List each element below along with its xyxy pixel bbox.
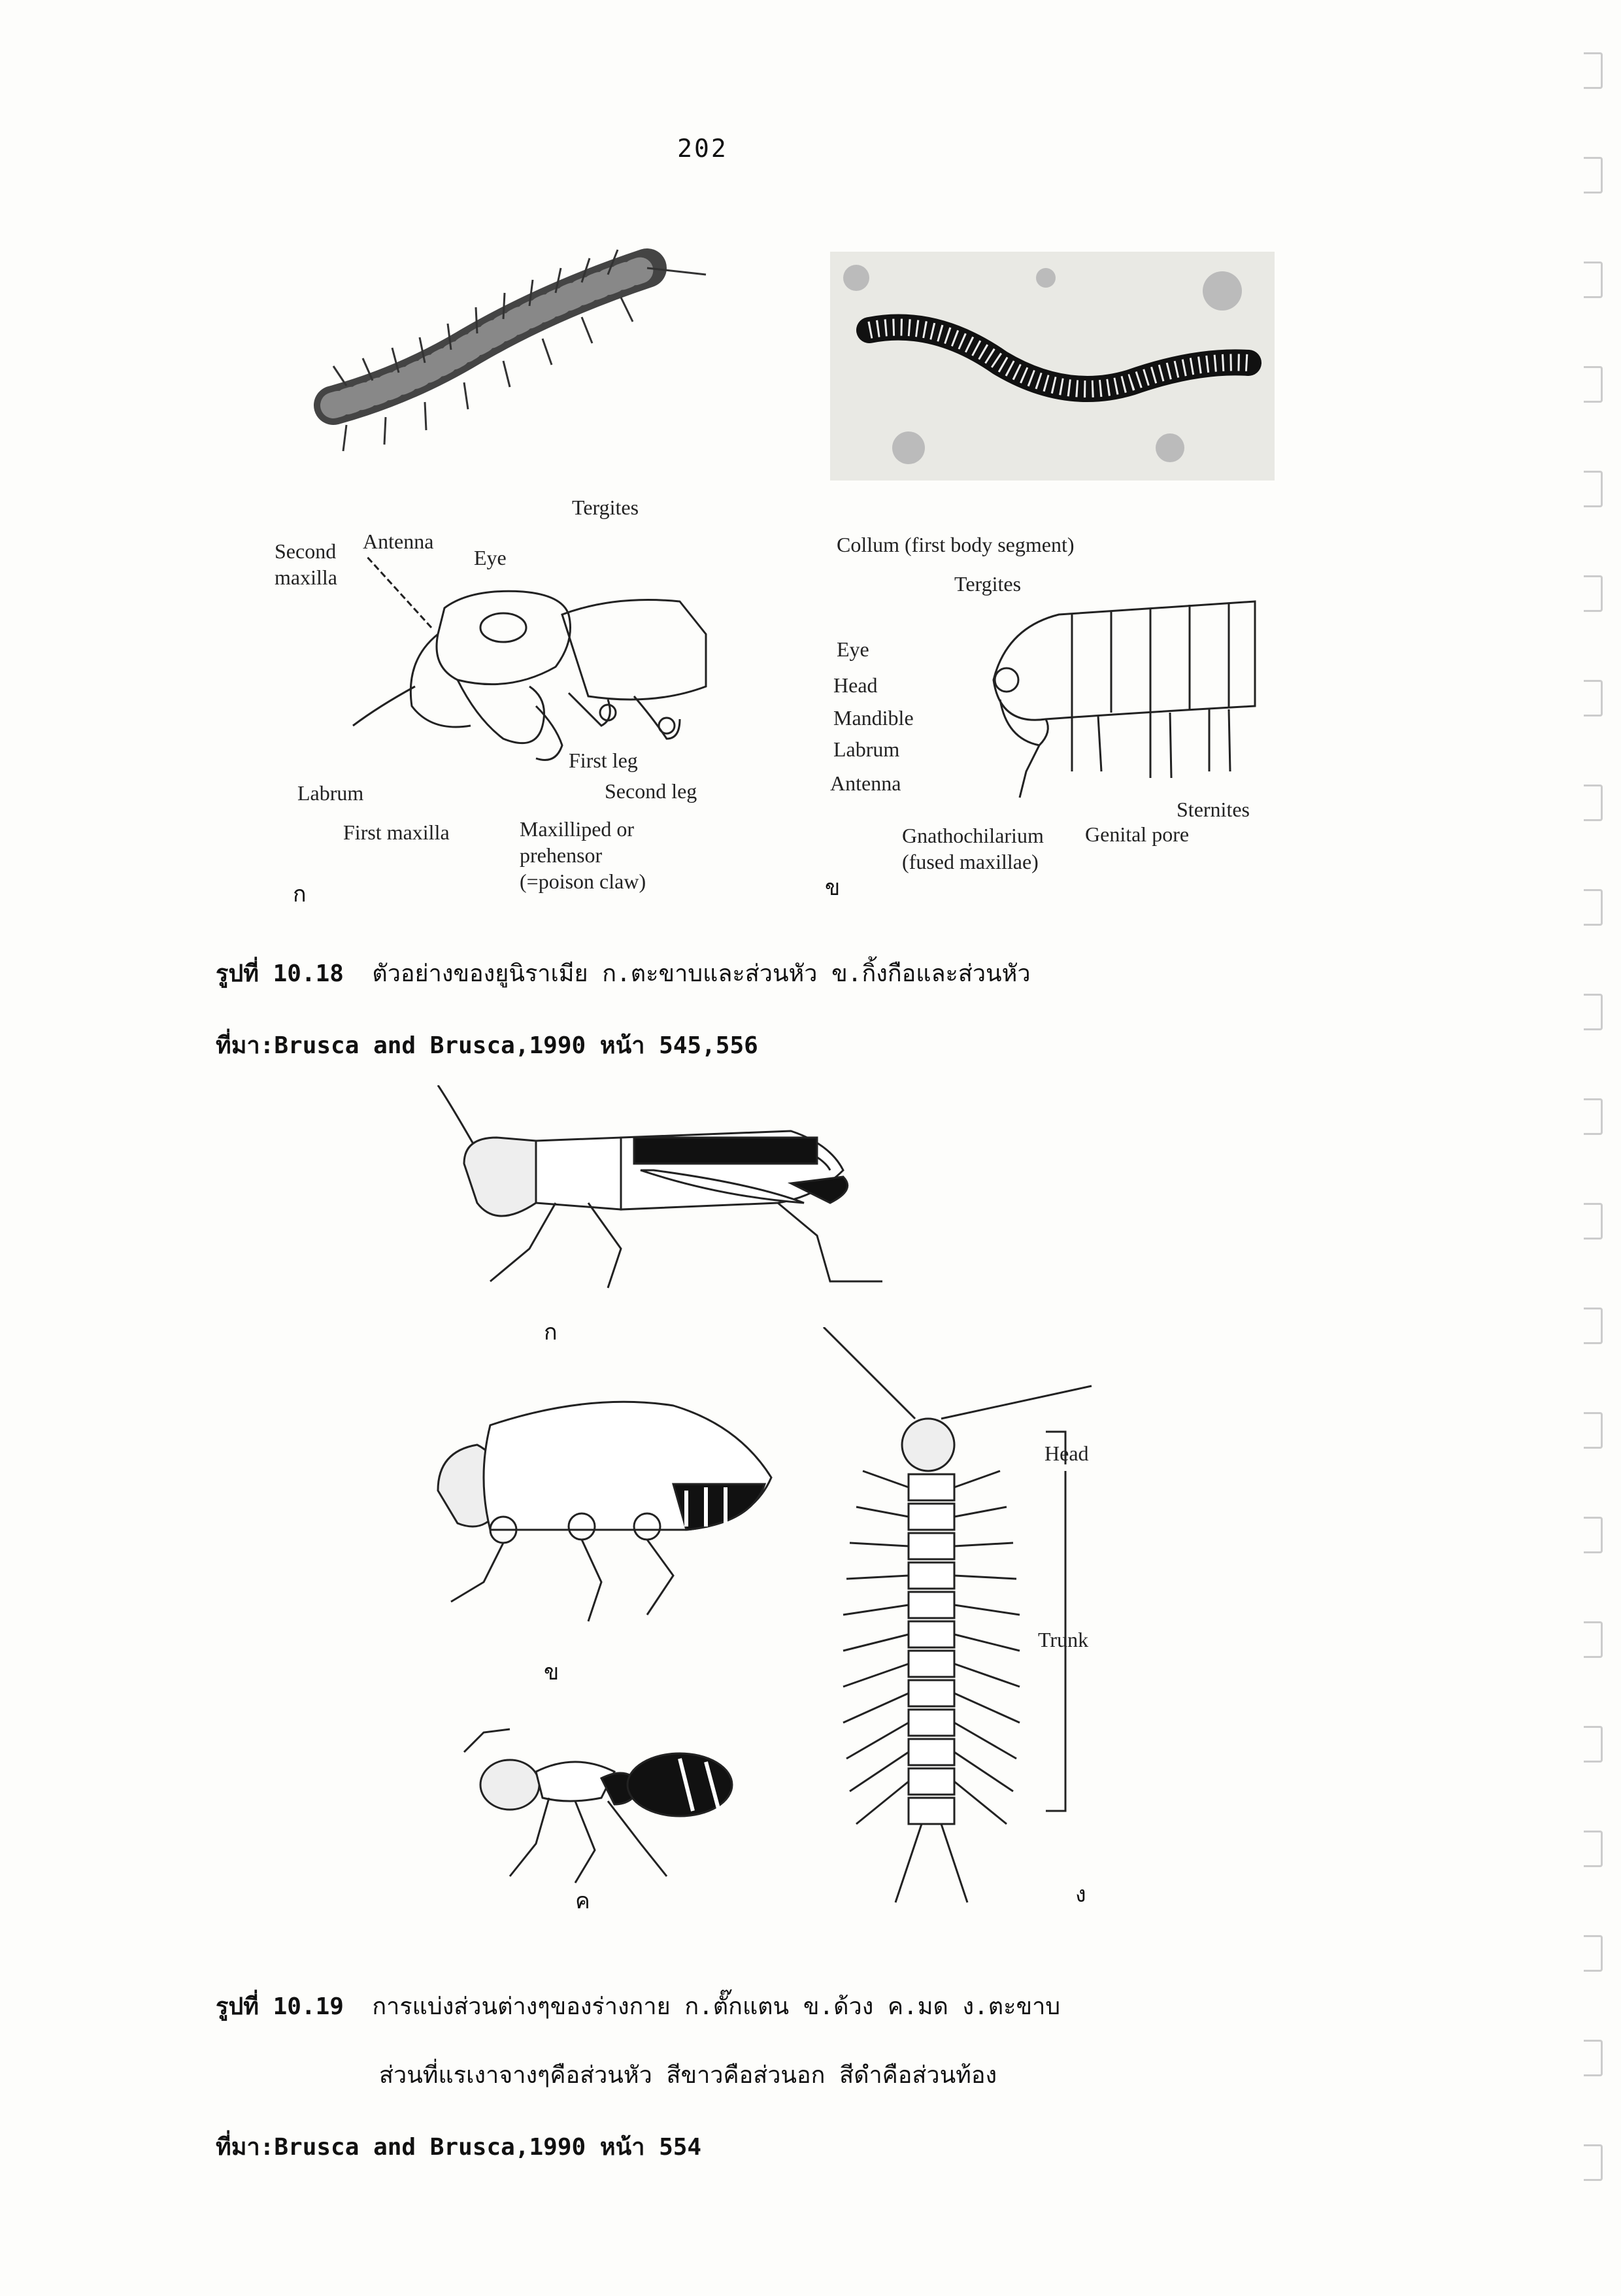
head-trunk-bracket bbox=[1039, 1425, 1078, 1817]
label-mandible: Mandible bbox=[833, 706, 914, 730]
label-trunk-19: Trunk bbox=[1038, 1628, 1089, 1651]
label-maxilliped-2: prehensor bbox=[520, 843, 603, 867]
label-first-leg: First leg bbox=[569, 749, 638, 772]
millipede-photo bbox=[830, 252, 1275, 481]
subfig-a-18: ก bbox=[293, 881, 307, 907]
label-sternites: Sternites bbox=[1177, 798, 1250, 821]
caption-10-19-label: รูปที่ 10.19 bbox=[216, 1993, 344, 2020]
label-tergites-b: Tergites bbox=[954, 572, 1022, 596]
label-eye-b: Eye bbox=[837, 637, 869, 661]
caption-10-19-line2: ส่วนที่แรเงาจางๆคือส่วนหัว สีขาวคือส่วนอก สีดำคือส่วนท้อง bbox=[379, 2062, 997, 2089]
beetle-drawing bbox=[425, 1386, 791, 1647]
source-10-19 bbox=[216, 2128, 701, 2165]
caption-10-19 bbox=[216, 1987, 1060, 2025]
grasshopper-drawing bbox=[425, 1085, 974, 1308]
label-labrum-a: Labrum bbox=[297, 781, 364, 805]
label-second-leg: Second leg bbox=[605, 779, 697, 803]
ant-drawing bbox=[444, 1713, 784, 1896]
label-gnatho-2: (fused maxillae) bbox=[902, 850, 1039, 873]
subfig-b-19: ข bbox=[544, 1659, 560, 1685]
subfig-b-18: ข bbox=[825, 875, 841, 901]
subfig-d-19: ง bbox=[1075, 1882, 1086, 1908]
label-head-b: Head bbox=[833, 673, 878, 697]
label-second-maxilla-1: Second bbox=[275, 539, 337, 563]
label-antenna-b: Antenna bbox=[830, 771, 901, 795]
caption-10-18-text: ตัวอย่างของยูนิราเมีย ก.ตะขาบและส่วนหัว ข.กิ้งกือและส่วนหัว bbox=[372, 960, 1031, 987]
label-antenna: Antenna bbox=[363, 530, 434, 553]
caption-10-19-text: การแบ่งส่วนต่างๆของร่างกาย ก.ตั๊กแตน ข.ด้วง ค.มด ง.ตะขาบ bbox=[372, 1993, 1061, 2020]
subfig-c-19: ค bbox=[575, 1888, 590, 1914]
centipede-photo bbox=[307, 209, 739, 484]
label-collum: Collum (first body segment) bbox=[837, 533, 1075, 556]
label-second-maxilla-2: maxilla bbox=[275, 566, 337, 589]
label-genital-pore: Genital pore bbox=[1085, 822, 1190, 846]
source-10-19-text: Brusca and Brusca,1990 หน้า 554 bbox=[274, 2134, 702, 2161]
binder-holes bbox=[1562, 0, 1621, 2296]
source-10-18-prefix: ที่มา: bbox=[216, 1032, 275, 1059]
caption-10-18 bbox=[216, 954, 1031, 992]
label-first-maxilla: First maxilla bbox=[343, 820, 450, 844]
label-head-19: Head bbox=[1044, 1442, 1089, 1465]
caption-10-18-label: รูปที่ 10.18 bbox=[216, 960, 344, 987]
subfig-a-19: ก bbox=[544, 1319, 558, 1345]
source-10-19-prefix: ที่มา: bbox=[216, 2134, 275, 2161]
label-labrum-b: Labrum bbox=[833, 737, 900, 761]
label-tergites-a: Tergites bbox=[572, 496, 639, 519]
label-maxilliped-3: (=poison claw) bbox=[520, 869, 646, 893]
centipede-head-drawing bbox=[340, 556, 732, 804]
page-number: 202 bbox=[677, 134, 728, 163]
label-gnatho-1: Gnathochilarium bbox=[902, 824, 1044, 847]
label-maxilliped-1: Maxilliped or bbox=[520, 817, 635, 841]
source-10-18-text: Brusca and Brusca,1990 หน้า 545,556 bbox=[274, 1032, 758, 1059]
label-eye-a: Eye bbox=[474, 546, 507, 569]
source-10-18 bbox=[216, 1026, 758, 1064]
